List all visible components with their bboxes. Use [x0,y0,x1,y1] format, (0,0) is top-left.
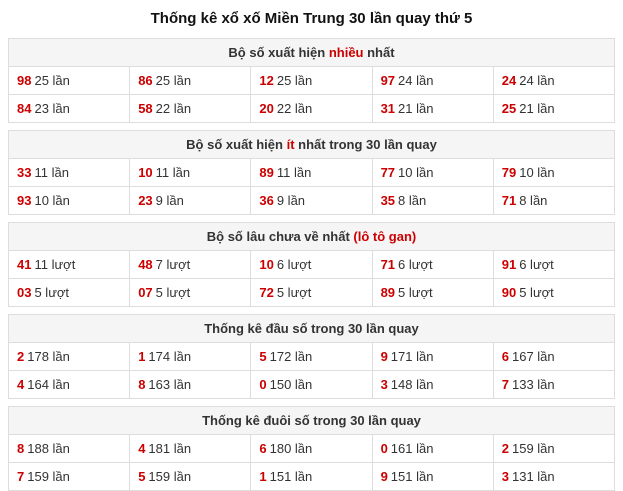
stat-cell[interactable] [130,251,251,279]
stat-count: 151 lần [269,469,313,484]
stat-cell[interactable] [9,251,130,279]
stat-number: 71 [380,257,396,272]
section-heading [9,315,615,343]
stat-cell[interactable] [493,67,614,95]
stat-cell[interactable] [130,159,251,187]
stats-table [8,130,615,215]
section-heading [9,131,615,159]
stat-cell[interactable] [130,343,251,371]
stat-cell[interactable] [493,463,614,491]
stat-cell[interactable] [130,67,251,95]
stat-cell[interactable] [372,159,493,187]
table-header-row [9,407,615,435]
stat-number: 71 [501,193,517,208]
stat-count: 133 lần [511,377,555,392]
stat-cell[interactable] [493,371,614,399]
stat-count: 25 lần [276,73,313,88]
stat-count: 25 lần [155,73,192,88]
stat-cell[interactable] [493,95,614,123]
stat-cell[interactable] [9,371,130,399]
stat-count: 5 lượt [398,285,433,300]
stat-cell[interactable] [493,435,614,463]
stat-cell[interactable] [130,279,251,307]
section-heading-text: Thống kê đầu số trong 30 lần quay [204,321,419,336]
stat-count: 172 lần [269,349,313,364]
section-heading-text: Thống kê đuôi số trong 30 lần quay [202,413,421,428]
stat-cell[interactable] [251,95,372,123]
stat-number: 3 [501,469,509,484]
stat-number: 3 [380,377,388,392]
stat-number: 10 [259,257,274,272]
stat-count: 24 lần [519,73,555,88]
stat-count: 5 lượt [519,285,554,300]
stat-count: 7 lượt [155,257,191,272]
stat-number: 90 [501,285,517,300]
stat-count: 22 lần [276,101,313,116]
stat-number: 35 [380,193,396,208]
stat-number: 7 [17,469,25,484]
stat-number: 4 [138,441,146,456]
stat-count: 148 lần [390,377,434,392]
stat-cell[interactable] [372,279,493,307]
table-row [9,67,615,95]
stat-count: 8 lần [398,193,427,208]
table-row [9,463,615,491]
stat-number: 5 [138,469,146,484]
stat-number: 24 [501,73,517,88]
stat-cell[interactable] [9,463,130,491]
stat-count: 188 lần [27,441,70,456]
stat-count: 180 lần [269,441,313,456]
section-heading-highlight: nhiều [328,45,364,60]
section-heading-text: Bộ số xuất hiện [228,45,329,60]
stat-count: 10 lần [519,165,555,180]
stat-cell[interactable] [9,67,130,95]
stat-cell[interactable] [251,159,372,187]
stat-number: 91 [501,257,517,272]
section-heading-highlight: (lô tô gan) [353,229,417,244]
stat-count: 21 lần [519,101,555,116]
table-header-row [9,223,615,251]
stat-cell[interactable] [493,159,614,187]
stat-count: 11 lần [34,165,69,180]
stat-number: 86 [138,73,153,88]
table-row [9,435,615,463]
stat-number: 6 [501,349,509,364]
stat-count: 5 lượt [276,285,312,300]
stat-number: 03 [17,285,32,300]
stat-count: 9 lần [155,193,184,208]
stat-number: 9 [380,349,388,364]
stat-number: 20 [259,101,274,116]
stat-number: 8 [17,441,25,456]
stat-number: 77 [380,165,396,180]
table-row [9,95,615,123]
stat-number: 89 [259,165,274,180]
stat-cell[interactable] [372,435,493,463]
stat-number: 58 [138,101,153,116]
stat-count: 23 lần [34,101,70,116]
stat-number: 36 [259,193,274,208]
stat-count: 171 lần [390,349,434,364]
stat-cell[interactable] [251,67,372,95]
stat-number: 6 [259,441,267,456]
stat-cell[interactable] [372,251,493,279]
stat-cell[interactable] [372,371,493,399]
table-row [9,371,615,399]
stat-count: 10 lần [34,193,70,208]
stat-count: 9 lần [276,193,306,208]
stat-count: 11 lần [276,165,312,180]
stat-cell[interactable] [372,67,493,95]
stat-cell[interactable] [9,343,130,371]
section-heading-highlight: ít [286,137,295,152]
stat-number: 41 [17,257,32,272]
stat-cell[interactable] [372,95,493,123]
stats-table [8,406,615,491]
stat-cell[interactable] [493,343,614,371]
stat-number: 79 [501,165,517,180]
stats-table [8,38,615,123]
stat-cell[interactable] [251,435,372,463]
stat-number: 0 [259,377,267,392]
stat-cell[interactable] [251,343,372,371]
stat-number: 48 [138,257,153,272]
page-title: Thống kê xổ xố Miền Trung 30 lần quay thứ 5 [150,10,473,27]
stats-sections [8,38,615,491]
stat-cell[interactable] [372,343,493,371]
stat-count: 10 lần [398,165,434,180]
stat-count: 131 lần [511,469,555,484]
stat-number: 9 [380,469,388,484]
stat-number: 5 [259,349,267,364]
stat-cell[interactable] [251,463,372,491]
stat-number: 97 [380,73,396,88]
stat-count: 24 lần [398,73,434,88]
stat-count: 150 lần [269,377,313,392]
stat-cell[interactable] [251,279,372,307]
stat-cell[interactable] [372,463,493,491]
table-row [9,159,615,187]
stat-number: 0 [380,441,388,456]
stat-cell[interactable] [493,187,614,215]
stat-number: 84 [17,101,32,116]
stat-number: 93 [17,193,32,208]
table-header-row [9,131,615,159]
stat-number: 7 [501,377,509,392]
stat-number: 1 [138,349,146,364]
stat-number: 89 [380,285,396,300]
stat-number: 31 [380,101,396,116]
table-header-row [9,315,615,343]
stat-cell[interactable] [251,251,372,279]
stat-number: 25 [501,101,517,116]
table-row [9,187,615,215]
stat-count: 161 lần [390,441,434,456]
section-heading-text: Bộ số xuất hiện [186,137,287,152]
stat-cell[interactable] [130,463,251,491]
stat-count: 11 lần [155,165,191,180]
section-heading [9,223,615,251]
stat-cell[interactable] [251,371,372,399]
stat-number: 2 [501,441,509,456]
stat-count: 151 lần [390,469,434,484]
stat-cell[interactable] [130,187,251,215]
stat-cell[interactable] [130,371,251,399]
stat-cell[interactable] [493,279,614,307]
stat-count: 181 lần [148,441,192,456]
stat-cell[interactable] [372,187,493,215]
stat-count: 159 lần [27,469,70,484]
stat-number: 8 [138,377,146,392]
stat-cell[interactable] [9,187,130,215]
stat-count: 164 lần [27,377,70,392]
stat-cell[interactable] [130,95,251,123]
stat-count: 159 lần [148,469,192,484]
stat-count: 8 lần [519,193,548,208]
table-row [9,251,615,279]
table-row [9,343,615,371]
stats-table [8,222,615,307]
section-heading-text: nhất [363,45,395,60]
table-header-row [9,39,615,67]
section-heading [9,39,615,67]
stat-count: 6 lượt [519,257,554,272]
stat-cell[interactable] [9,435,130,463]
stat-number: 10 [138,165,153,180]
stat-number: 4 [17,377,25,392]
stat-number: 12 [259,73,274,88]
stat-count: 25 lần [34,73,70,88]
stat-cell[interactable] [9,159,130,187]
stat-cell[interactable] [251,187,372,215]
stat-count: 163 lần [148,377,192,392]
stat-count: 22 lần [155,101,192,116]
section-heading [9,407,615,435]
stat-cell[interactable] [9,279,130,307]
stat-count: 178 lần [27,349,70,364]
stat-number: 23 [138,193,153,208]
section-heading-text: nhất trong 30 lần quay [294,137,437,152]
stat-count: 21 lần [398,101,434,116]
stat-count: 167 lần [511,349,555,364]
stat-cell[interactable] [493,251,614,279]
stat-number: 33 [17,165,32,180]
stat-count: 159 lần [511,441,555,456]
stat-number: 2 [17,349,25,364]
stat-cell[interactable] [130,435,251,463]
stat-count: 5 lượt [34,285,70,300]
stat-number: 07 [138,285,153,300]
table-row [9,279,615,307]
section-heading-text: Bộ số lâu chưa về nhất [206,229,354,244]
stat-count: 6 lượt [276,257,312,272]
stat-count: 5 lượt [155,285,191,300]
stat-count: 174 lần [148,349,192,364]
stat-number: 98 [17,73,32,88]
stat-cell[interactable] [9,95,130,123]
stats-table [8,314,615,399]
stat-number: 72 [259,285,274,300]
stat-count: 6 lượt [398,257,433,272]
stat-count: 11 lượt [34,257,76,272]
stat-number: 1 [259,469,267,484]
